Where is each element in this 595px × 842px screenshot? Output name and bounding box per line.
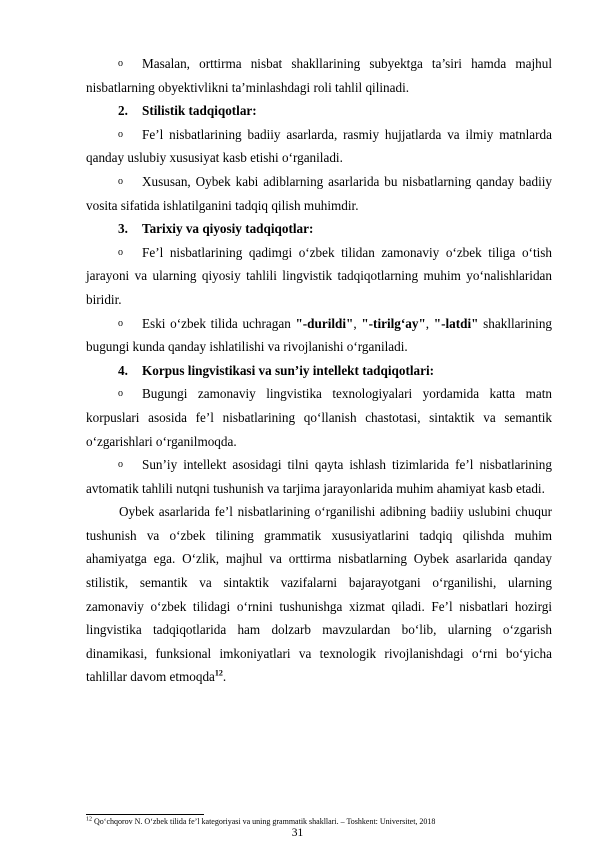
bullet-icon: o: [118, 246, 123, 258]
conclusion-text: Oybek asarlarida fe’l nisbatlarining o‘rganilishi adibning badiiy uslubini chuqur tushunish va o‘zbek tilining grammatik xususiyatlarini tadqiq qilishda muhim ahamiyatga ega. O‘zlik, majhul va orttirma nisbatlarning Oybek asarlarida qanday stilistik, semantik va sintaktik vazifalarni bajarayotgani o‘rganilishi, ularning zamonaviy o‘zbek tilidagi o‘rnini tushunishga xizmat qiladi. Fe’l nisbatlari hozirgi lingvistika tadqiqotlarida ham dolzarb mavzulardan bo‘lib, ularning o‘zgarish dinamikasi, funksional imkoniyatlari va texnologik rivojlanishdagi o‘rni bo‘yicha tahlillar davom etmoqda: [86, 504, 552, 685]
section-number: 4.: [118, 362, 128, 378]
term-latdi: "-latdi": [433, 315, 479, 331]
section-heading-corpus: [86, 359, 552, 383]
section-heading-stylistic: [86, 99, 552, 123]
item-text: Xususan, Oybek kabi adiblarning asarlarida bu nisbatlarning qanday badiiy vosita sifatida ishlatilganini tadqiq qilish muhimdir.: [86, 173, 552, 213]
section-heading-historical: [86, 217, 552, 241]
conclusion-end: .: [222, 669, 227, 685]
section-number: 2.: [118, 103, 128, 119]
separator: ,: [353, 315, 362, 331]
bullet-icon: o: [118, 128, 123, 140]
term-tirilgay: "-tirilg‘ay": [361, 315, 426, 331]
item-text-before: Eski o‘zbek tilida uchragan: [142, 315, 296, 331]
term-durildi: "-durildi": [295, 315, 354, 331]
footnote-mark: 12: [86, 816, 92, 823]
section-title: Stilistik tadqiqotlar:: [142, 103, 257, 119]
footnote-reference: 12: [214, 669, 223, 679]
item-text-after: shakllarining bugungi kunda qanday ishlatilishi va rivojlanishi o‘rganiladi.: [86, 315, 553, 355]
page-content: [86, 52, 552, 689]
list-item: [86, 52, 552, 99]
section-title: Tarixiy va qiyosiy tadqiqotlar:: [142, 221, 314, 237]
list-item: [86, 170, 552, 217]
conclusion-paragraph: [86, 500, 552, 689]
list-item: [86, 123, 552, 170]
item-text: Masalan, orttirma nisbat shakllarining subyektga ta’siri hamda majhul nisbatlarning obyektivlikni ta’minlashdagi roli tahlil qilinadi.: [86, 56, 552, 95]
bullet-icon: o: [118, 175, 123, 187]
page-number: 31: [291, 827, 304, 839]
bullet-icon: o: [118, 58, 123, 69]
footnote-divider: [86, 814, 204, 815]
item-text: Bugungi zamonaviy lingvistika texnologiyalari yordamida katta matn korpuslari asosida fe’l nisbatlarining qo‘llanish chastotasi, sintaktik va semantik o‘zgarishlari o‘rganilmoqda.: [86, 386, 552, 449]
list-item: [86, 312, 552, 359]
list-item: [86, 241, 552, 312]
list-item: [86, 453, 552, 500]
section-number: 3.: [118, 221, 128, 237]
item-text: Fe’l nisbatlarining qadimgi o‘zbek tilidan zamonaviy o‘zbek tiliga o‘tish jarayoni va ularning qiyosiy tahlili lingvistik tadqiqotlarning muhim yo‘nalishlaridan biridir.: [86, 244, 552, 307]
bullet-icon: o: [118, 388, 123, 400]
section-title: Korpus lingvistikasi va sun’iy intellekt tadqiqotlari:: [142, 362, 435, 378]
footnote-text: Qo‘chqorov N. O‘zbek tilida fe’l kategoriyasi va uning grammatik shakllari. – Toshkent: Universitet, 2018: [92, 817, 436, 826]
separator: ,: [425, 315, 434, 331]
item-text: Fe’l nisbatlarining badiiy asarlarda, rasmiy hujjatlarda va ilmiy matnlarda qanday uslubiy xususiyat kasb etishi o‘rganiladi.: [86, 126, 552, 166]
item-text: Sun’iy intellekt asosidagi tilni qayta ishlash tizimlarida fe’l nisbatlarining avtomatik tahlili nutqni tushunish va tarjima jarayonlarida muhim ahamiyat kasb etadi.: [86, 457, 552, 496]
list-item: [86, 382, 552, 453]
bullet-icon: o: [118, 459, 123, 471]
bullet-icon: o: [118, 317, 123, 329]
